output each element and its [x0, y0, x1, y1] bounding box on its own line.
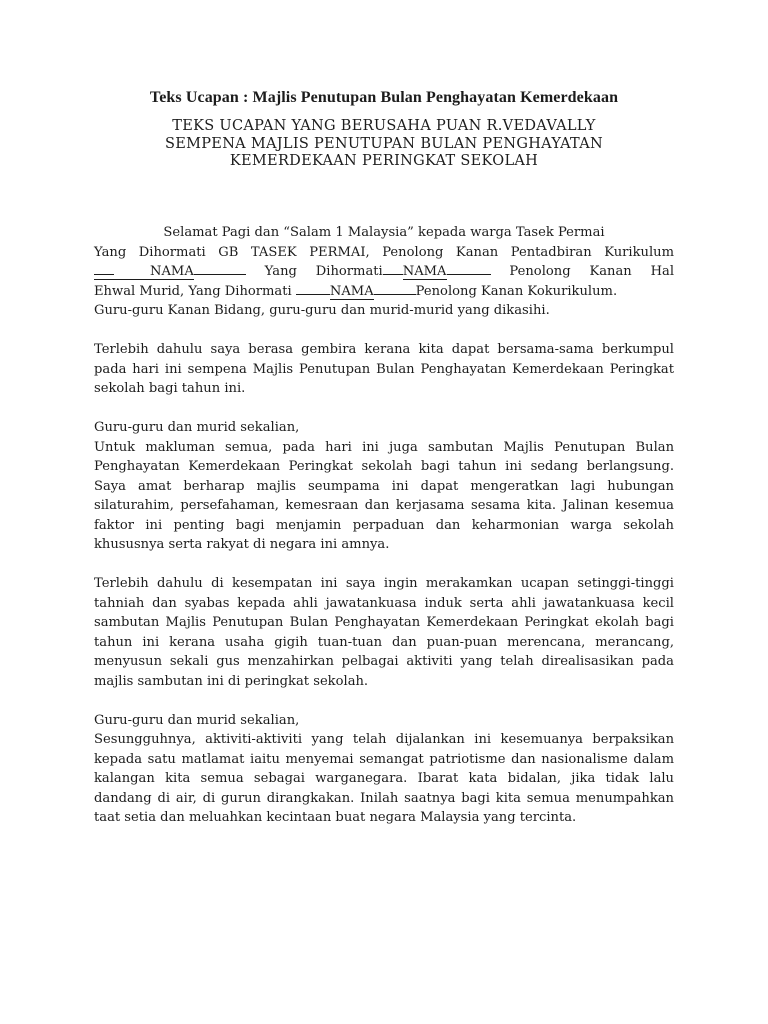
salutation-text-2: Yang Dihormati [264, 264, 383, 279]
blank-underline [383, 262, 403, 275]
address-line-1: Guru-guru dan murid sekalian, [94, 420, 300, 435]
blank-underline [194, 262, 246, 275]
speech-title-line-1: TEKS UCAPAN YANG BERUSAHA PUAN R.VEDAVALLY [172, 118, 596, 134]
speech-title-line-2: SEMPENA MAJLIS PENUTUPAN BULAN PENGHAYATAN [164, 135, 603, 152]
salutation-line-2 [94, 262, 674, 282]
paragraph-2: Untuk makluman semua, pada hari ini juga sambutan Majlis Penutupan Bulan Penghayatan Kemerdekaan Peringkat sekolah bagi tahun ini sedang berlangsung. Saya amat berharap majlis seumpama ini dapat mengeratkan lagi hubungan silaturahim, persefahaman, kemesraan dan kerjasama sesama kita. Jalinan kesemua faktor ini penting bagi menjamin perpaduan dan keharmonian warga sekolah khususnya serta rakyat di negara ini amnya. [94, 439, 674, 552]
salutation-text-4: Ehwal Murid, Yang Dihormati [94, 283, 292, 299]
salutation-line-1: Yang Dihormati GB TASEK PERMAI, Penolong Kanan Pentadbiran Kurikulum [94, 244, 674, 260]
greeting-line: Selamat Pagi dan “Salam 1 Malaysia” kepada warga Tasek Permai [163, 225, 605, 240]
blank-underline [447, 262, 491, 275]
speech-title [0, 118, 768, 171]
salutation-line-3 [94, 282, 674, 302]
paragraph-3: Terlebih dahulu di kesempatan ini saya ingin merakamkan ucapan setinggi-tinggi tahniah dan syabas kepada ahli jawatankuasa induk serta ahli jawatankuasa kecil sambutan Majlis Penutupan Bulan Penghayatan Kemerdekaan Peringkat ekolah bagi tahun ini kerana usaha gigih tuan-tuan dan puan-puan merencana, merancang, menyusun sekali gus menzahirkan pelbagai aktiviti yang telah direalisasikan pada majlis sambutan ini di peringkat sekolah. [94, 576, 674, 689]
blank-underline [374, 282, 416, 295]
blank-underline [296, 282, 330, 295]
salutation-text-5: Penolong Kanan Kokurikulum. [415, 283, 618, 299]
salutation-text-3: Penolong Kanan Hal [509, 264, 675, 279]
speech-body [94, 223, 674, 828]
paragraph-1: Terlebih dahulu saya berasa gembira kerana kita dapat bersama-sama berkumpul pada hari ini sempena Majlis Penutupan Bulan Penghayatan Kemerdekaan Peringkat sekolah bagi tahun ini. [94, 342, 674, 396]
salutation-line-4: Guru-guru Kanan Bidang, guru-guru dan murid-murid yang dikasihi. [94, 303, 550, 318]
document-header-title: Teks Ucapan : Majlis Penutupan Bulan Penghayatan Kemerdekaan [149, 89, 619, 106]
name-placeholder-2: NAMA [402, 264, 447, 279]
paragraph-4: Sesungguhnya, aktiviti-aktiviti yang telah dijalankan ini kesemuanya berpaksikan kepada satu matlamat iaitu menyemai semangat patriotisme dan nasionalisme dalam kalangan kita semua sebagai warganegara. Ibarat kata bidalan, jika tidak lalu dandang di air, di gurun dirangkakan. Inilah saatnya bagi kita semua menumpahkan taat setia dan meluahkan kecintaan buat negara Malaysia yang tercinta. [94, 732, 674, 825]
address-line-2: Guru-guru dan murid sekalian, [94, 712, 300, 728]
name-placeholder-3: NAMA [329, 283, 374, 299]
speech-title-line-3: KEMERDEKAAN PERINGKAT SEKOLAH [229, 153, 539, 169]
name-placeholder-1: NAMA [94, 264, 194, 280]
